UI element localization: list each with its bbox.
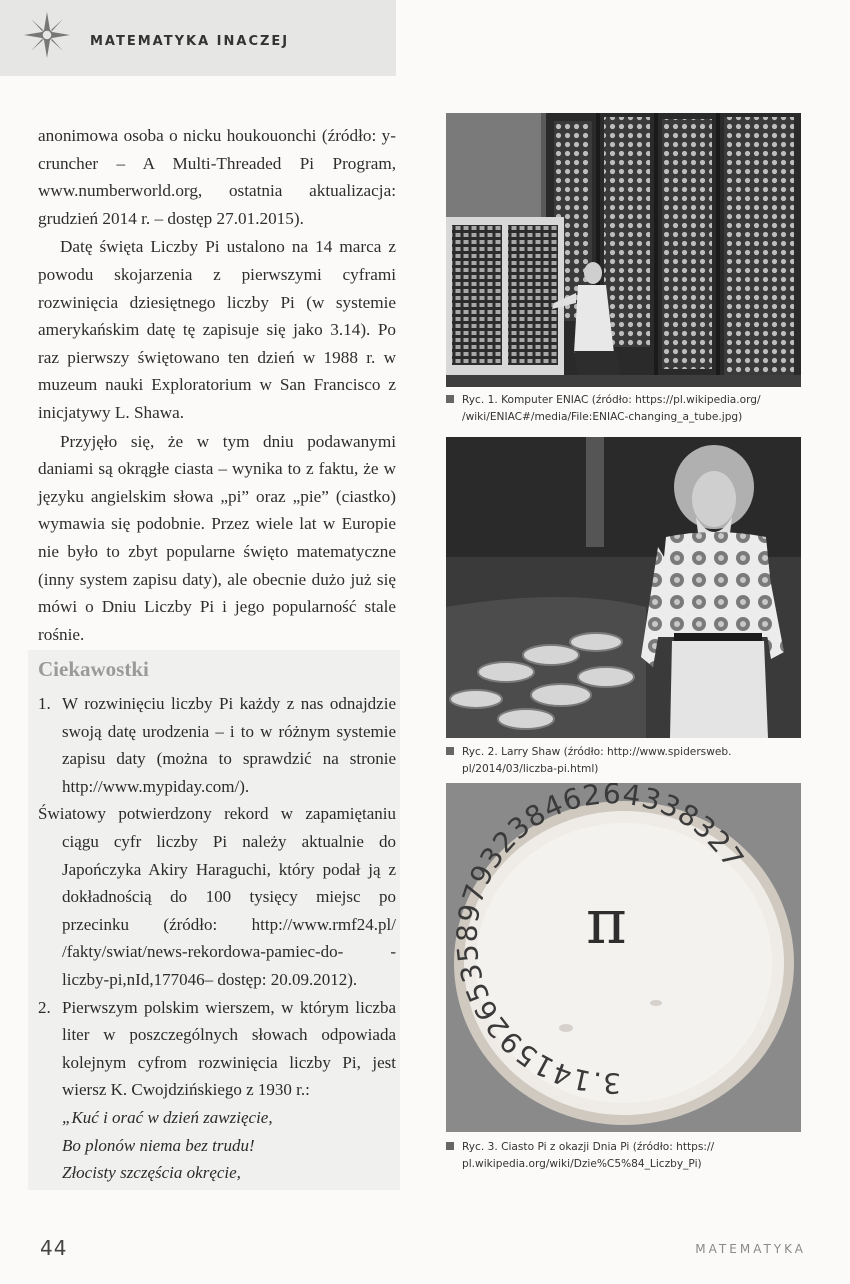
curiosities-list (38, 690, 396, 1187)
footer-label: MATEMATYKA (695, 1242, 806, 1256)
larry-shaw-photo (446, 437, 801, 738)
caption-text: Ryc. 1. Komputer ENIAC (źródło: https://pl.wikipedia.org/ (462, 394, 761, 406)
poem (38, 1104, 396, 1187)
caption-bullet-icon (446, 395, 454, 403)
paragraph-3: Przyjęło się, że w tym dniu podawanymi daniami są okrągłe ciasta – wynika to z faktu, że w języku angielskim słowa „pi” oraz „pie” (ciastko) wymawia się podobnie. Przez wiele lat w Europie nie było to zbyt popularne święto matematyczne (inny system zapisu daty), ale obecnie dużo już się mówi o Dniu Liczby Pi i jego popularność stale rośnie. (38, 431, 396, 644)
paragraph-1: anonimowa osoba o nicku houkouonchi (źródło: y-cruncher – A Multi-Threaded Pi Program, www.numberworld.org, ostatnia aktualizacja: grudzień 2014 r. – dostęp 27.01.2015). (38, 126, 396, 228)
poem-line: Złocisty szczęścia okręcie, (62, 1163, 241, 1183)
figure-caption (446, 392, 806, 426)
list-item (38, 994, 396, 1104)
main-text (38, 122, 396, 648)
header-title: MATEMATYKA INACZEJ (90, 34, 290, 49)
caption-text: pl/2014/03/liczba-pi.html) (462, 763, 599, 775)
list-item-text: Pierwszym polskim wierszem, w którym liczba liter w poszczególnych słowach odpowiada kolejnym cyfrom rozwinięcia liczby Pi, jest wiersz K. Cwojdzińskiego z 1930 r.: (62, 997, 396, 1100)
figure-caption (446, 1139, 806, 1173)
eniac-photo (446, 113, 801, 387)
paragraph-2: Datę święta Liczby Pi ustalono na 14 marca z powodu skojarzenia z pierwszymi cyframi rozwinięcia dziesiętnego liczby Pi (w systemie amerykańskim datę tę zapisuje się jako 3.14). Po raz pierwszy świętowano ten dzień w 1988 r. w muzeum nauki Exploratorium w San Francisco z inicjatywy L. Shawa. (38, 237, 396, 422)
pi-symbol: π (586, 885, 627, 958)
figure-caption (446, 744, 806, 778)
page-number: 44 (40, 1236, 68, 1260)
caption-text: pl.wikipedia.org/wiki/Dzie%C5%84_Liczby_Pi) (462, 1158, 702, 1170)
record-paragraph: Światowy potwierdzony rekord w zapamiętaniu ciągu cyfr liczby Pi należy aktualnie do Japończyka Akiry Haraguchi, który podał ją z dokładnością do 100 tysięcy miejsc po przecinku (źródło: http://www.rmf24.pl/ /fakty/swiat/news-rekordowa-pamiec-do- -liczby-pi,nId,177046– dostęp: 20.09.2012). (38, 804, 396, 989)
list-number: 2. (38, 997, 51, 1017)
pie-digits: 3.14159265358979323846264338327 (450, 783, 751, 1100)
pi-pie-photo (446, 783, 801, 1132)
list-number: 1. (38, 694, 51, 713)
section-heading: Ciekawostki (38, 657, 149, 681)
list-item (38, 690, 396, 800)
poem-line: „Kuć i orać w dzień zawzięcie, (62, 1107, 273, 1127)
list-item-text: W rozwinięciu liczby Pi każdy z nas odnajdzie swoją datę urodzenia – i to w różnym systemie zapisu daty (można to sprawdzić na stronie http://www.mypiday.com/). (62, 694, 396, 796)
star-logo-icon (22, 10, 72, 60)
caption-text: Ryc. 3. Ciasto Pi z okazji Dnia Pi (źródło: https:// (462, 1141, 715, 1153)
caption-bullet-icon (446, 747, 454, 755)
caption-text: /wiki/ENIAC#/media/File:ENIAC-changing_a_tube.jpg) (462, 411, 743, 423)
caption-text: Ryc. 2. Larry Shaw (źródło: http://www.spidersweb. (462, 746, 732, 758)
poem-line: Bo plonów niema bez trudu! (62, 1135, 255, 1155)
caption-bullet-icon (446, 1142, 454, 1150)
